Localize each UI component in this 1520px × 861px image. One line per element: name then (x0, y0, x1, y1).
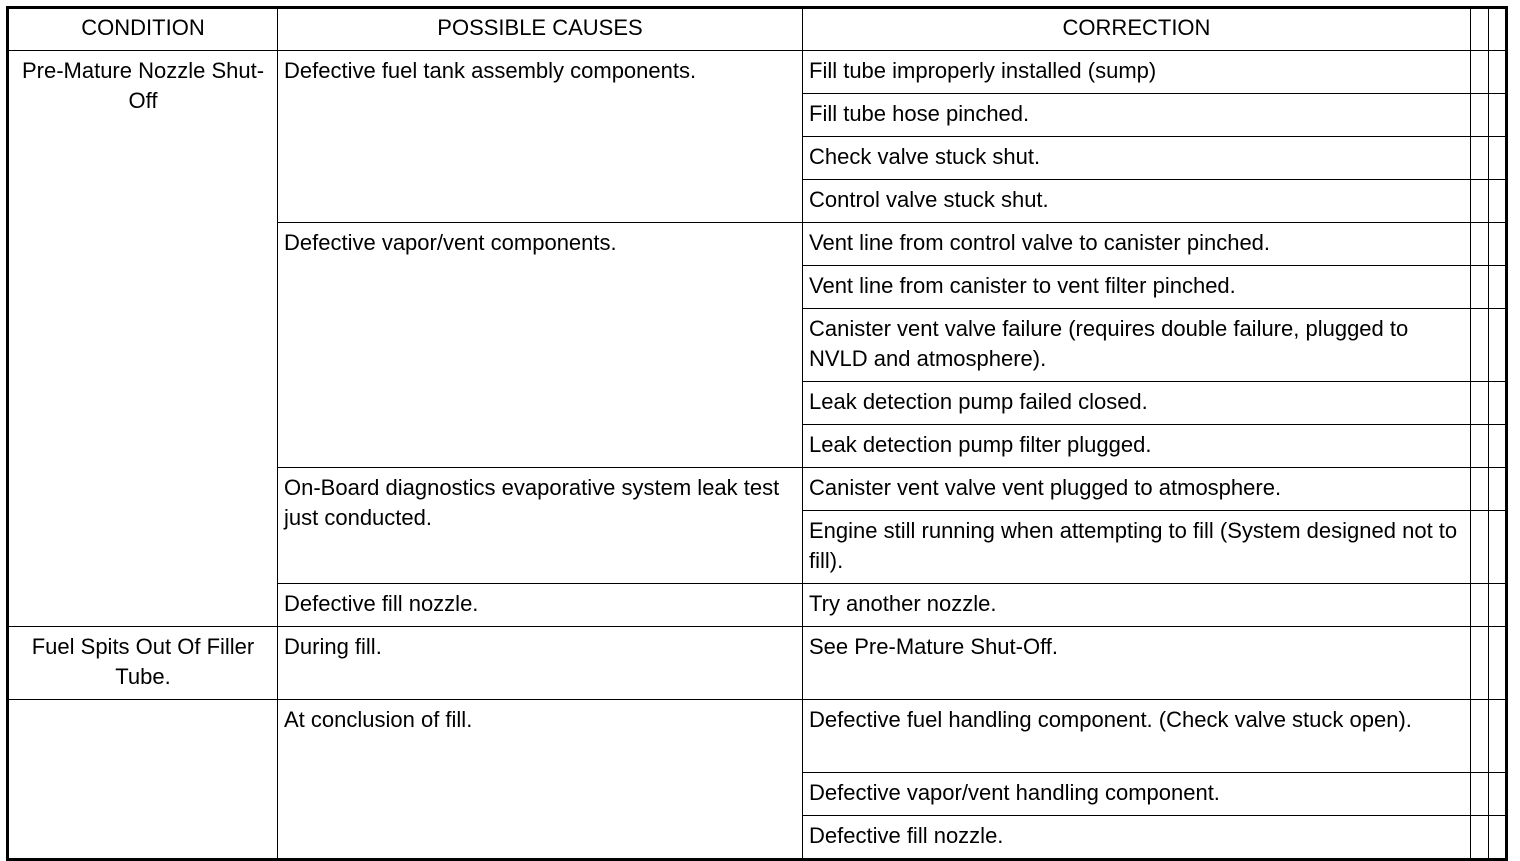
correction-cell: Canister vent valve failure (requires double failure, plugged to NVLD and atmosphere). (803, 309, 1471, 382)
correction-cell: See Pre-Mature Shut-Off. (803, 627, 1471, 700)
correction-cell: Defective fuel handling component. (Check valve stuck open). (803, 700, 1471, 773)
blank-column-2 (1489, 8, 1507, 51)
correction-cell: Try another nozzle. (803, 584, 1471, 627)
header-row (8, 8, 1507, 51)
table-row (8, 51, 1507, 94)
cause-cell: Defective vapor/vent components. (278, 223, 803, 468)
condition-cell: Pre-Mature Nozzle Shut-Off (8, 51, 278, 627)
header-possible-causes: POSSIBLE CAUSES (278, 8, 803, 51)
table-row (8, 700, 1507, 773)
cause-cell: During fill. (278, 627, 803, 700)
correction-cell: Vent line from canister to vent filter pinched. (803, 266, 1471, 309)
correction-cell: Defective fill nozzle. (803, 816, 1471, 860)
header-condition: CONDITION (8, 8, 278, 51)
cause-cell: Defective fuel tank assembly components. (278, 51, 803, 223)
correction-cell: Fill tube improperly installed (sump) (803, 51, 1471, 94)
correction-cell: Leak detection pump filter plugged. (803, 425, 1471, 468)
correction-cell: Engine still running when attempting to fill (System designed not to fill). (803, 511, 1471, 584)
cause-cell: On-Board diagnostics evaporative system leak test just conducted. (278, 468, 803, 584)
condition-cell: Fuel Spits Out Of Filler Tube. (8, 627, 278, 700)
cause-cell: At conclusion of fill. (278, 700, 803, 860)
diagnosis-table (6, 6, 1508, 861)
condition-cell-empty (8, 700, 278, 860)
correction-cell: Control valve stuck shut. (803, 180, 1471, 223)
header-correction: CORRECTION (803, 8, 1471, 51)
correction-cell: Check valve stuck shut. (803, 137, 1471, 180)
correction-cell: Fill tube hose pinched. (803, 94, 1471, 137)
correction-cell: Canister vent valve vent plugged to atmosphere. (803, 468, 1471, 511)
table-row (8, 627, 1507, 700)
correction-cell: Leak detection pump failed closed. (803, 382, 1471, 425)
cause-cell: Defective fill nozzle. (278, 584, 803, 627)
correction-cell: Defective vapor/vent handling component. (803, 773, 1471, 816)
blank-column-1 (1471, 8, 1489, 51)
correction-cell: Vent line from control valve to canister pinched. (803, 223, 1471, 266)
